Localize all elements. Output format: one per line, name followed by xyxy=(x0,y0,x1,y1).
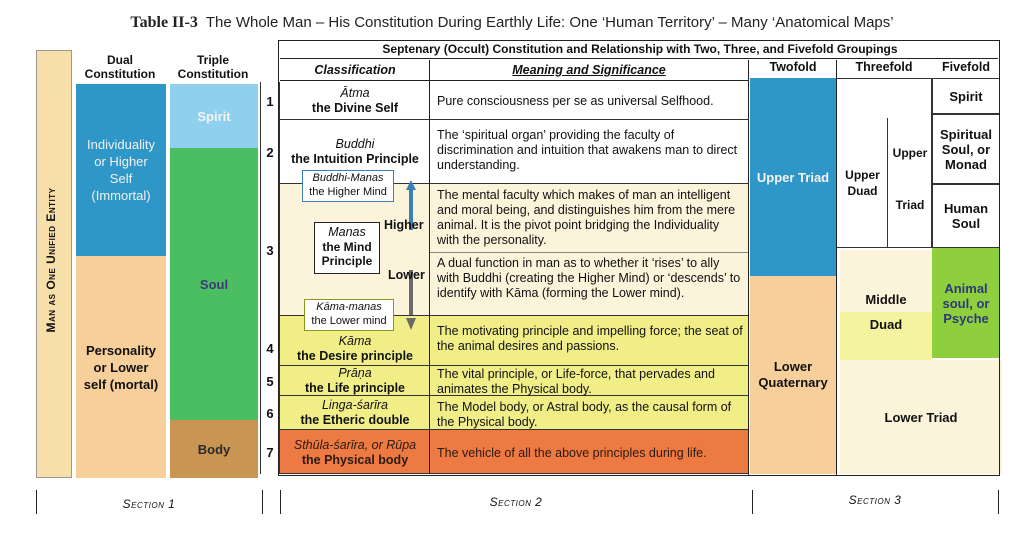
row6-number: 6 xyxy=(266,405,274,421)
buddhi-manas-box xyxy=(302,170,394,202)
buddhi-manas-label: Buddhi-Manas xyxy=(312,172,384,184)
row3-meaning-higher: The mental faculty which makes of man an intelligent and moral being, and distinguishes him from the mere animal. It is the pivot point bridging the Individuality with the personality. xyxy=(437,188,736,247)
row5-meaning: The vital principle, or Life-force, that pervades and animates the Physical body. xyxy=(437,367,715,396)
divider xyxy=(836,60,837,476)
section-1-label: Section 1 xyxy=(122,497,176,511)
fivefold-animal-soul: Animal soul, or Psyche xyxy=(932,248,1000,358)
row6-name: Linga-śarīra xyxy=(321,398,388,412)
divider xyxy=(429,60,430,474)
header-triple: Triple Constitution xyxy=(177,53,249,81)
threefold-upper-triad-b: Triad xyxy=(895,198,925,212)
row1-name: Ātma xyxy=(340,86,370,100)
dual-personality: Personality or Lower self (mortal) xyxy=(76,256,166,478)
divider xyxy=(280,80,748,81)
triple-soul: Soul xyxy=(170,148,258,420)
row3-meaning-lower: A dual function in man as to whether it ‘rises’ to ally with Buddhi (creating the Higher Mind) or ‘descends’ to identify with Kāma (forming the Lower mind). xyxy=(437,256,741,300)
row2-name: Buddhi xyxy=(335,137,375,151)
row6-classification xyxy=(282,398,428,428)
row4-name: Kāma xyxy=(338,334,372,348)
row6-meaning: The Model body, or Astral body, as the causal form of the Physical body. xyxy=(437,400,732,429)
kama-manas-label: Kāma-manas xyxy=(316,301,382,313)
row7-number: 7 xyxy=(266,444,274,460)
row2-sub: the Intuition Principle xyxy=(291,152,419,166)
lower-mind-label: the Lower mind xyxy=(311,315,387,327)
header-threefold: Threefold xyxy=(855,60,913,74)
threefold-middle-b: Duad xyxy=(869,317,903,332)
row5-number: 5 xyxy=(266,373,274,389)
row4-sub: the Desire principle xyxy=(296,349,413,363)
header-twofold: Twofold xyxy=(769,60,817,74)
caption-title: The Whole Man – His Constitution During Earthly Life: One ‘Human Territory’ – Many ‘Anatomical Maps’ xyxy=(205,14,894,31)
row7-sub: the Physical body xyxy=(301,453,409,467)
caption-label: Table II-3 xyxy=(130,14,198,31)
table-caption xyxy=(0,14,1024,32)
higher-label: Higher xyxy=(384,218,424,232)
twofold-upper-triad: Upper Triad xyxy=(750,78,836,276)
dual-individuality: Individuality or Higher Self (Immortal) xyxy=(76,84,166,256)
row2-meaning: The ‘spiritual organ’ providing the faculty of discrimination and intuition that awakens man to direct understanding. xyxy=(437,128,738,172)
row5-name: Prāṇa xyxy=(338,366,372,380)
header-classification: Classification xyxy=(314,63,396,77)
row6-sub: the Etheric double xyxy=(300,413,410,427)
row7-meaning: The vehicle of all the above principles during life. xyxy=(437,446,707,460)
row3-number: 3 xyxy=(266,242,274,258)
divider xyxy=(280,58,998,59)
fivefold-human-soul: Human Soul xyxy=(932,184,1000,248)
unified-entity-label xyxy=(44,46,64,474)
row2-classification xyxy=(282,137,428,167)
row1-classification xyxy=(282,86,428,116)
manas-box xyxy=(314,222,380,274)
section-3-label: Section 3 xyxy=(848,493,902,507)
header-dual: Dual Constitution xyxy=(84,53,156,81)
divider xyxy=(430,252,748,253)
section-tick xyxy=(998,490,999,514)
divider xyxy=(748,60,749,476)
threefold-upper-triad-a: Upper xyxy=(892,146,928,160)
row5-classification xyxy=(282,366,428,396)
row5-sub: the Life principle xyxy=(304,381,405,395)
kama-manas-box xyxy=(304,299,394,331)
unified-entity-text: Man as One Unified Entity xyxy=(44,187,58,333)
row4-meaning: The motivating principle and impelling force; the seat of the animal desires and passions. xyxy=(437,324,743,353)
twofold-lower-quaternary: Lower Quaternary xyxy=(750,276,836,474)
row3-sub: the Mind Principle xyxy=(321,240,373,268)
threefold-middle-a: Middle xyxy=(865,292,907,307)
row3-name: Manas xyxy=(328,225,366,239)
lower-label: Lower xyxy=(388,268,425,282)
section-2-label: Section 2 xyxy=(489,495,543,509)
threefold-upper-duad: Upper Duad xyxy=(838,118,888,248)
section-tick xyxy=(262,490,263,514)
row1-number: 1 xyxy=(266,93,274,109)
row4-classification xyxy=(282,334,428,364)
row1-sub: the Divine Self xyxy=(311,101,399,115)
header-fivefold: Fivefold xyxy=(942,60,990,74)
row2-number: 2 xyxy=(266,144,274,160)
triple-body: Body xyxy=(170,420,258,478)
threefold-lower-triad: Lower Triad xyxy=(840,360,1002,474)
header-septenary: Septenary (Occult) Constitution and Relationship with Two, Three, and Fivefold Groupings xyxy=(382,42,898,56)
row1-meaning: Pure consciousness per se as universal Selfhood. xyxy=(437,94,714,108)
row7-classification xyxy=(282,438,428,468)
fivefold-spirit: Spirit xyxy=(932,78,1000,114)
header-meaning: Meaning and Significance xyxy=(512,63,666,77)
fivefold-spiritual-soul: Spiritual Soul, or Monad xyxy=(932,114,1000,184)
triple-spirit: Spirit xyxy=(170,84,258,148)
row4-number: 4 xyxy=(266,340,274,356)
higher-mind-label: the Higher Mind xyxy=(309,186,387,198)
row7-name: Sthūla-śarīra, or Rūpa xyxy=(293,438,417,452)
arrow-up-icon xyxy=(406,180,416,330)
